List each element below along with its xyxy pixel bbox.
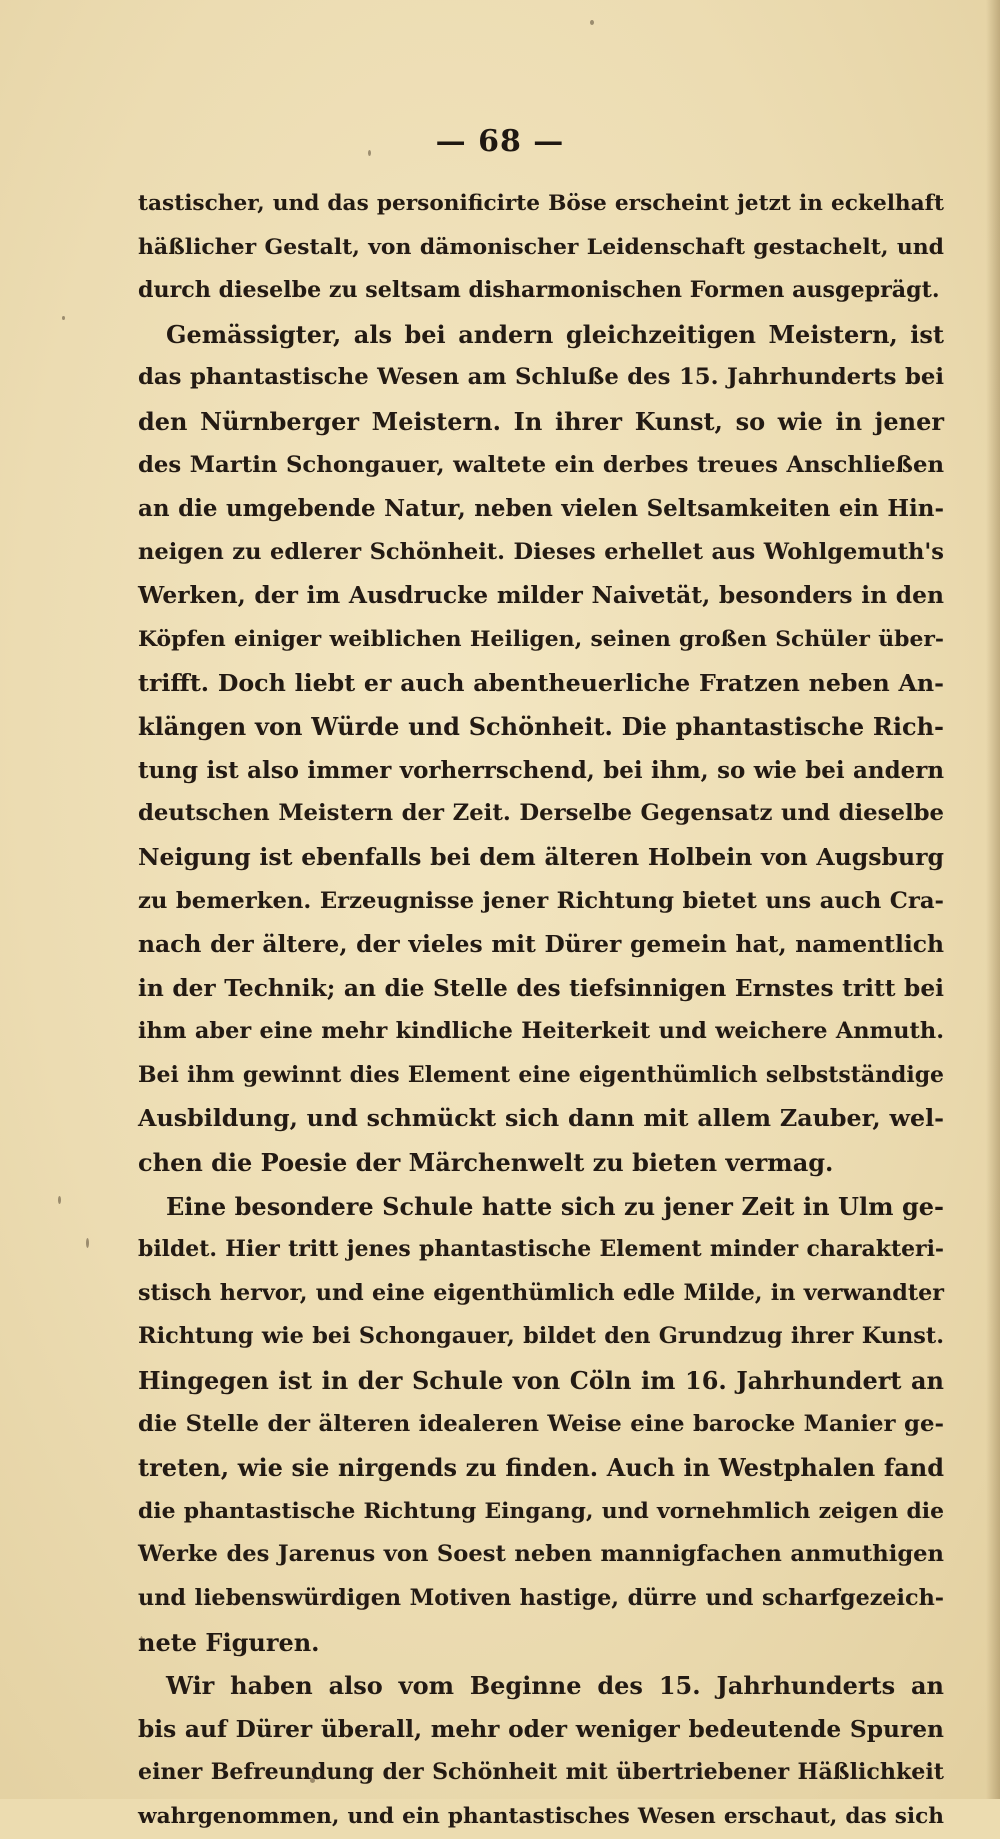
text-line: zu bemerken. Erzeugnisse jener Richtung bietet uns auch Cra- xyxy=(138,887,944,914)
text-line: die Stelle der älteren idealeren Weise eine barocke Manier ge- xyxy=(138,1410,944,1437)
text-line: deutschen Meistern der Zeit. Derselbe Gegensatz und dieselbe xyxy=(138,800,944,827)
text-line: nach der ältere, der vieles mit Dürer gemein hat, namentlich xyxy=(138,930,944,959)
page-number: — 68 — xyxy=(435,124,565,159)
text-line: trifft. Doch liebt er auch abentheuerliche Fratzen neben An- xyxy=(138,668,944,697)
text-line: bildet. Hier tritt jenes phantastische Element minder charakteri- xyxy=(138,1236,944,1263)
text-line: Richtung wie bei Schongauer, bildet den Grundzug ihrer Kunst. xyxy=(138,1323,944,1350)
text-line: neigen zu edlerer Schönheit. Dieses erhellet aus Wohlgemuth's xyxy=(138,538,944,565)
text-line: nete Figuren. xyxy=(138,1627,320,1657)
text-line: durch dieselbe zu seltsam disharmonischen Formen ausgeprägt. xyxy=(138,277,940,304)
text-line: Eine besondere Schule hatte sich zu jener Zeit in Ulm ge- xyxy=(166,1191,944,1221)
text-line: chen die Poesie der Märchenwelt zu bieten vermag. xyxy=(138,1148,834,1178)
ink-speck xyxy=(58,1196,61,1204)
text-line: einer Befreundung der Schönheit mit übertriebener Häßlichkeit xyxy=(138,1759,944,1786)
body-text xyxy=(138,182,944,1839)
page-edge-shadow xyxy=(986,0,1000,1799)
text-line: Ausbildung, und schmückt sich dann mit allem Zauber, wel- xyxy=(138,1104,944,1133)
text-line: Neigung ist ebenfalls bei dem älteren Holbein von Augsburg xyxy=(138,842,944,871)
ink-speck xyxy=(590,20,594,25)
text-line: die phantastische Richtung Eingang, und vornehmlich zeigen die xyxy=(138,1497,944,1524)
text-line: Hingegen ist in der Schule von Cöln im 16. Jahrhundert an xyxy=(138,1366,944,1396)
ink-speck xyxy=(62,316,65,320)
ink-speck xyxy=(86,1238,89,1248)
text-line: und liebenswürdigen Motiven hastige, dürre und scharfgezeich- xyxy=(138,1585,944,1611)
text-line: an die umgebende Natur, neben vielen Seltsamkeiten ein Hin- xyxy=(138,495,944,523)
text-line: treten, wie sie nirgends zu finden. Auch in Westphalen fand xyxy=(138,1453,944,1483)
text-line: klängen von Würde und Schönheit. Die phantastische Rich- xyxy=(138,712,944,742)
text-line: tastischer, und das personificirte Böse erscheint jetzt in eckelhaft xyxy=(138,191,944,216)
text-line: in der Technik; an die Stelle des tiefsinnigen Ernstes tritt bei xyxy=(138,974,944,1002)
text-line: Köpfen einiger weiblichen Heiligen, seinen großen Schüler über- xyxy=(138,625,944,652)
text-line: ihm aber eine mehr kindliche Heiterkeit und weichere Anmuth. xyxy=(138,1018,944,1045)
text-line: bis auf Dürer überall, mehr oder weniger bedeutende Spuren xyxy=(138,1715,944,1743)
text-line: Wir haben also vom Beginne des 15. Jahrhunderts an xyxy=(166,1671,944,1701)
text-line: den Nürnberger Meistern. In ihrer Kunst, so wie in jener xyxy=(138,406,944,436)
text-line: Bei ihm gewinnt dies Element eine eigenthümlich selbstständige xyxy=(138,1061,944,1088)
text-line: Gemässigter, als bei andern gleichzeitigen Meistern, ist xyxy=(166,319,944,349)
text-line: Werken, der im Ausdrucke milder Naivetät, besonders in den xyxy=(138,581,944,610)
text-line: stisch hervor, und eine eigenthümlich edle Milde, in verwandter xyxy=(138,1279,944,1306)
text-line: das phantastische Wesen am Schluße des 15. Jahrhunderts bei xyxy=(138,364,944,391)
text-line: Werke des Jarenus von Soest neben mannigfachen anmuthigen xyxy=(138,1541,944,1568)
text-line: häßlicher Gestalt, von dämonischer Leidenschaft gestachelt, und xyxy=(138,233,944,260)
text-line: tung ist also immer vorherrschend, bei ihm, so wie bei andern xyxy=(138,756,944,784)
text-line: des Martin Schongauer, waltete ein derbes treues Anschließen xyxy=(138,451,944,478)
text-line: wahrgenommen, und ein phantastisches Wesen erschaut, das sich xyxy=(138,1803,944,1829)
